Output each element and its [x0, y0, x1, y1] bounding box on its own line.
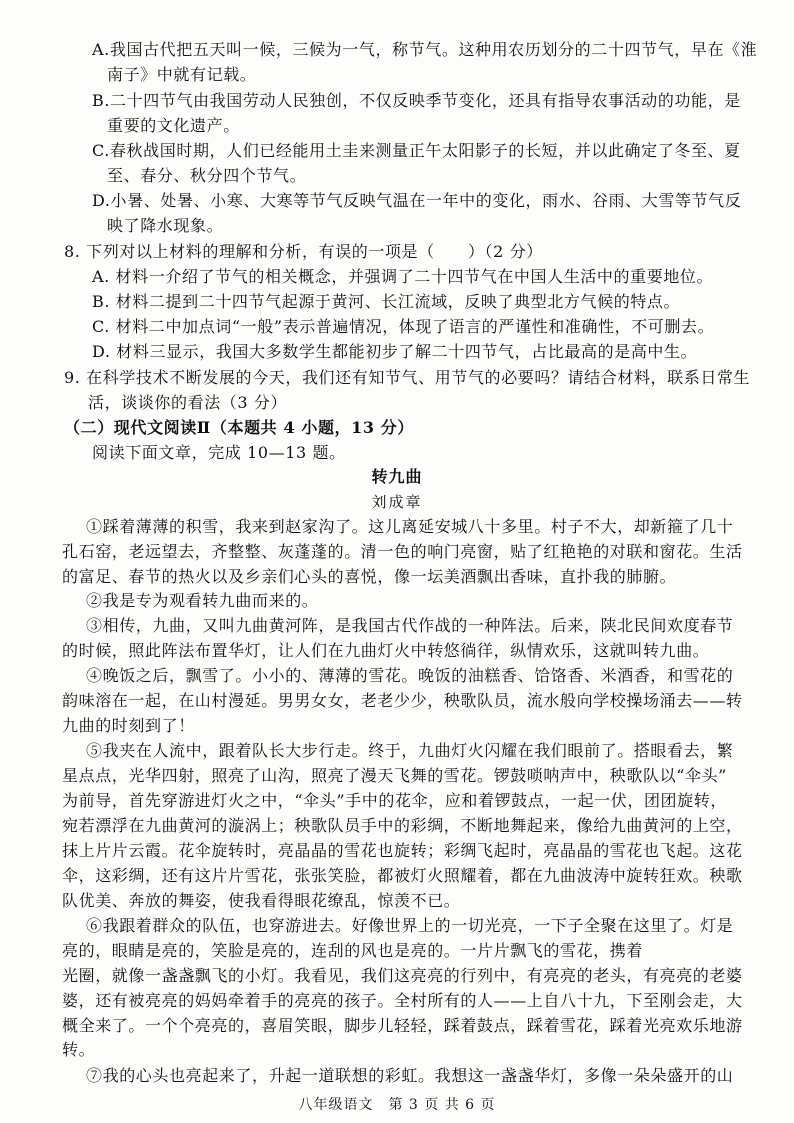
article-line: ③相传，九曲，又叫九曲黄河阵，是我国古代作战的一种阵法。后来，陕北民间欢度春节	[86, 616, 734, 635]
q7-option-d-line2: 映了降水现象。	[107, 216, 224, 235]
q8-option-b: B. 材料二提到二十四节气起源于黄河、长江流域，反映了典型北方气候的特点。	[92, 292, 681, 311]
q9-line1: 9. 在科学技术不断发展的今天，我们还有知节气、用节气的必要吗？请结合材料，联系日常生	[64, 368, 751, 387]
article-line: 概全来了。一个个亮亮的，喜眉笑眼，脚步儿轻轻，踩着鼓点，踩着雪花，踩着光亮欢乐地游	[62, 1016, 743, 1035]
section-instruction: 阅读下面文章，完成 10—13 题。	[92, 443, 346, 462]
article-line: 宛若漂浮在九曲黄河的漩涡上；秧歌队员手中的彩绸，不断地舞起来，像给九曲黄河的上空，	[62, 816, 743, 835]
q8-option-c: C. 材料二中加点词“一般”表示普遍情况，体现了语言的严谨性和准确性，不可删去。	[92, 317, 715, 336]
q7-option-c-line1: C.春秋战国时期，人们已经能用土圭来测量正午太阳影子的长短，并以此确定了冬至、夏	[92, 141, 741, 160]
article-line: ④晚饭之后，飘雪了。小小的、薄薄的雪花。晚饭的油糕香、饸饹香、米酒香，和雪花的	[86, 666, 734, 685]
article-line: 抹上片片云霞。花伞旋转时，亮晶晶的雪花也旋转；彩绸飞起时，亮晶晶的雪花也飞起。这花	[62, 841, 743, 860]
article-line: 九曲的时刻到了！	[62, 716, 195, 735]
article-line: 光圈，就像一盏盏飘飞的小灯。我看见，我们这亮亮的行列中，有亮亮的老头，有亮亮的老婆	[62, 966, 743, 985]
q7-option-b-line1: B.二十四节气由我国劳动人民独创，不仅反映季节变化，还具有指导农事活动的功能，是	[92, 91, 741, 110]
section-heading: （二）现代文阅读Ⅱ（本题共 4 小题，13 分）	[64, 418, 414, 437]
article-line: 为前导，首先穿游进灯火之中，“伞头”手中的花伞，应和着锣鼓点，一起一伏，团团旋转，	[62, 791, 727, 810]
article-line: ⑥我跟着群众的队伍，也穿游进去。好像世界上的一切光亮，一下子全聚在这里了。灯是	[86, 916, 734, 935]
article-line: 伞，这彩绸，还有这片片雪花，张张笑脸，都被灯火照耀着，都在九曲波涛中旋转狂欢。秧歌	[62, 866, 743, 885]
article-line: 孔石窑，老远望去，齐整整、灰蓬蓬的。清一色的响门亮窗，贴了红艳艳的对联和窗花。生活	[62, 542, 743, 561]
article-line: 韵味溶在一起，在山村漫延。男男女女，老老少少，秧歌队员，流水般向学校操场涌去——转	[62, 691, 743, 710]
article-author: 刘成章	[371, 493, 423, 511]
article-line: 的时候，照此阵法布置华灯，让人们在九曲灯火中转悠徜徉，纵情欢乐，这就叫转九曲。	[62, 641, 710, 660]
q7-option-a-line1: A.我国古代把五天叫一候，三候为一气，称节气。这种用农历划分的二十四节气，早在《淮	[92, 40, 758, 59]
article-line: 婆，还有被亮亮的妈妈牵着手的亮亮的孩子。全村所有的人——上自八十九，下至刚会走，大	[62, 991, 743, 1010]
article-line: 队优美、奔放的舞姿，使我看得眼花缭乱，惊羡不已。	[62, 891, 461, 910]
q9-line2: 活，谈谈你的看法（3 分）	[88, 393, 288, 412]
article-line: ①踩着薄薄的积雪，我来到赵家沟了。这儿离延安城八十多里。村子不大，却新箍了几十	[86, 517, 734, 536]
article-line: 的富足、春节的热火以及乡亲们心头的喜悦，像一坛美酒飘出香味，直扑我的肺腑。	[62, 567, 677, 586]
q8-option-d: D. 材料三显示，我国大多数学生都能初步了解二十四节气，占比最高的是高中生。	[92, 342, 698, 361]
article-line: 转。	[62, 1040, 96, 1059]
article-line: 亮的，眼睛是亮的，笑脸是亮的，连刮的风也是亮的。一片片飘飞的雪花，携着	[62, 941, 644, 960]
article-title: 转九曲	[371, 467, 423, 486]
article-line: ⑤我夹在人流中，跟着队长大步行走。终于，九曲灯火闪耀在我们眼前了。搭眼看去，繁	[86, 741, 734, 760]
article-line: ②我是专为观看转九曲而来的。	[86, 591, 319, 610]
q7-option-b-line2: 重要的文化遗产。	[107, 116, 240, 135]
q7-option-c-line2: 至、春分、秋分四个节气。	[107, 166, 307, 185]
q7-option-d-line1: D.小暑、处暑、小寒、大寒等节气反映气温在一年中的变化，雨水、谷雨、大雪等节气反	[92, 191, 742, 210]
q7-option-a-line2: 南子》中就有记载。	[107, 65, 257, 84]
article-line: ⑦我的心头也亮起来了，升起一道联想的彩虹。我想这一盏盏华灯，多像一朵朵盛开的山	[86, 1066, 734, 1085]
q8-option-a: A. 材料一介绍了节气的相关概念，并强调了二十四节气在中国人生活中的重要地位。	[92, 267, 714, 286]
page-footer: 八年级语文 第 3 页 共 6 页	[298, 1097, 496, 1113]
q8-stem: 8. 下列对以上材料的理解和分析，有误的一项是（ ）（2 分）	[64, 242, 543, 261]
article-line: 星点点，光华四射，照亮了山沟，照亮了漫天飞舞的雪花。锣鼓唢呐声中，秧歌队以“伞头”	[62, 766, 727, 785]
